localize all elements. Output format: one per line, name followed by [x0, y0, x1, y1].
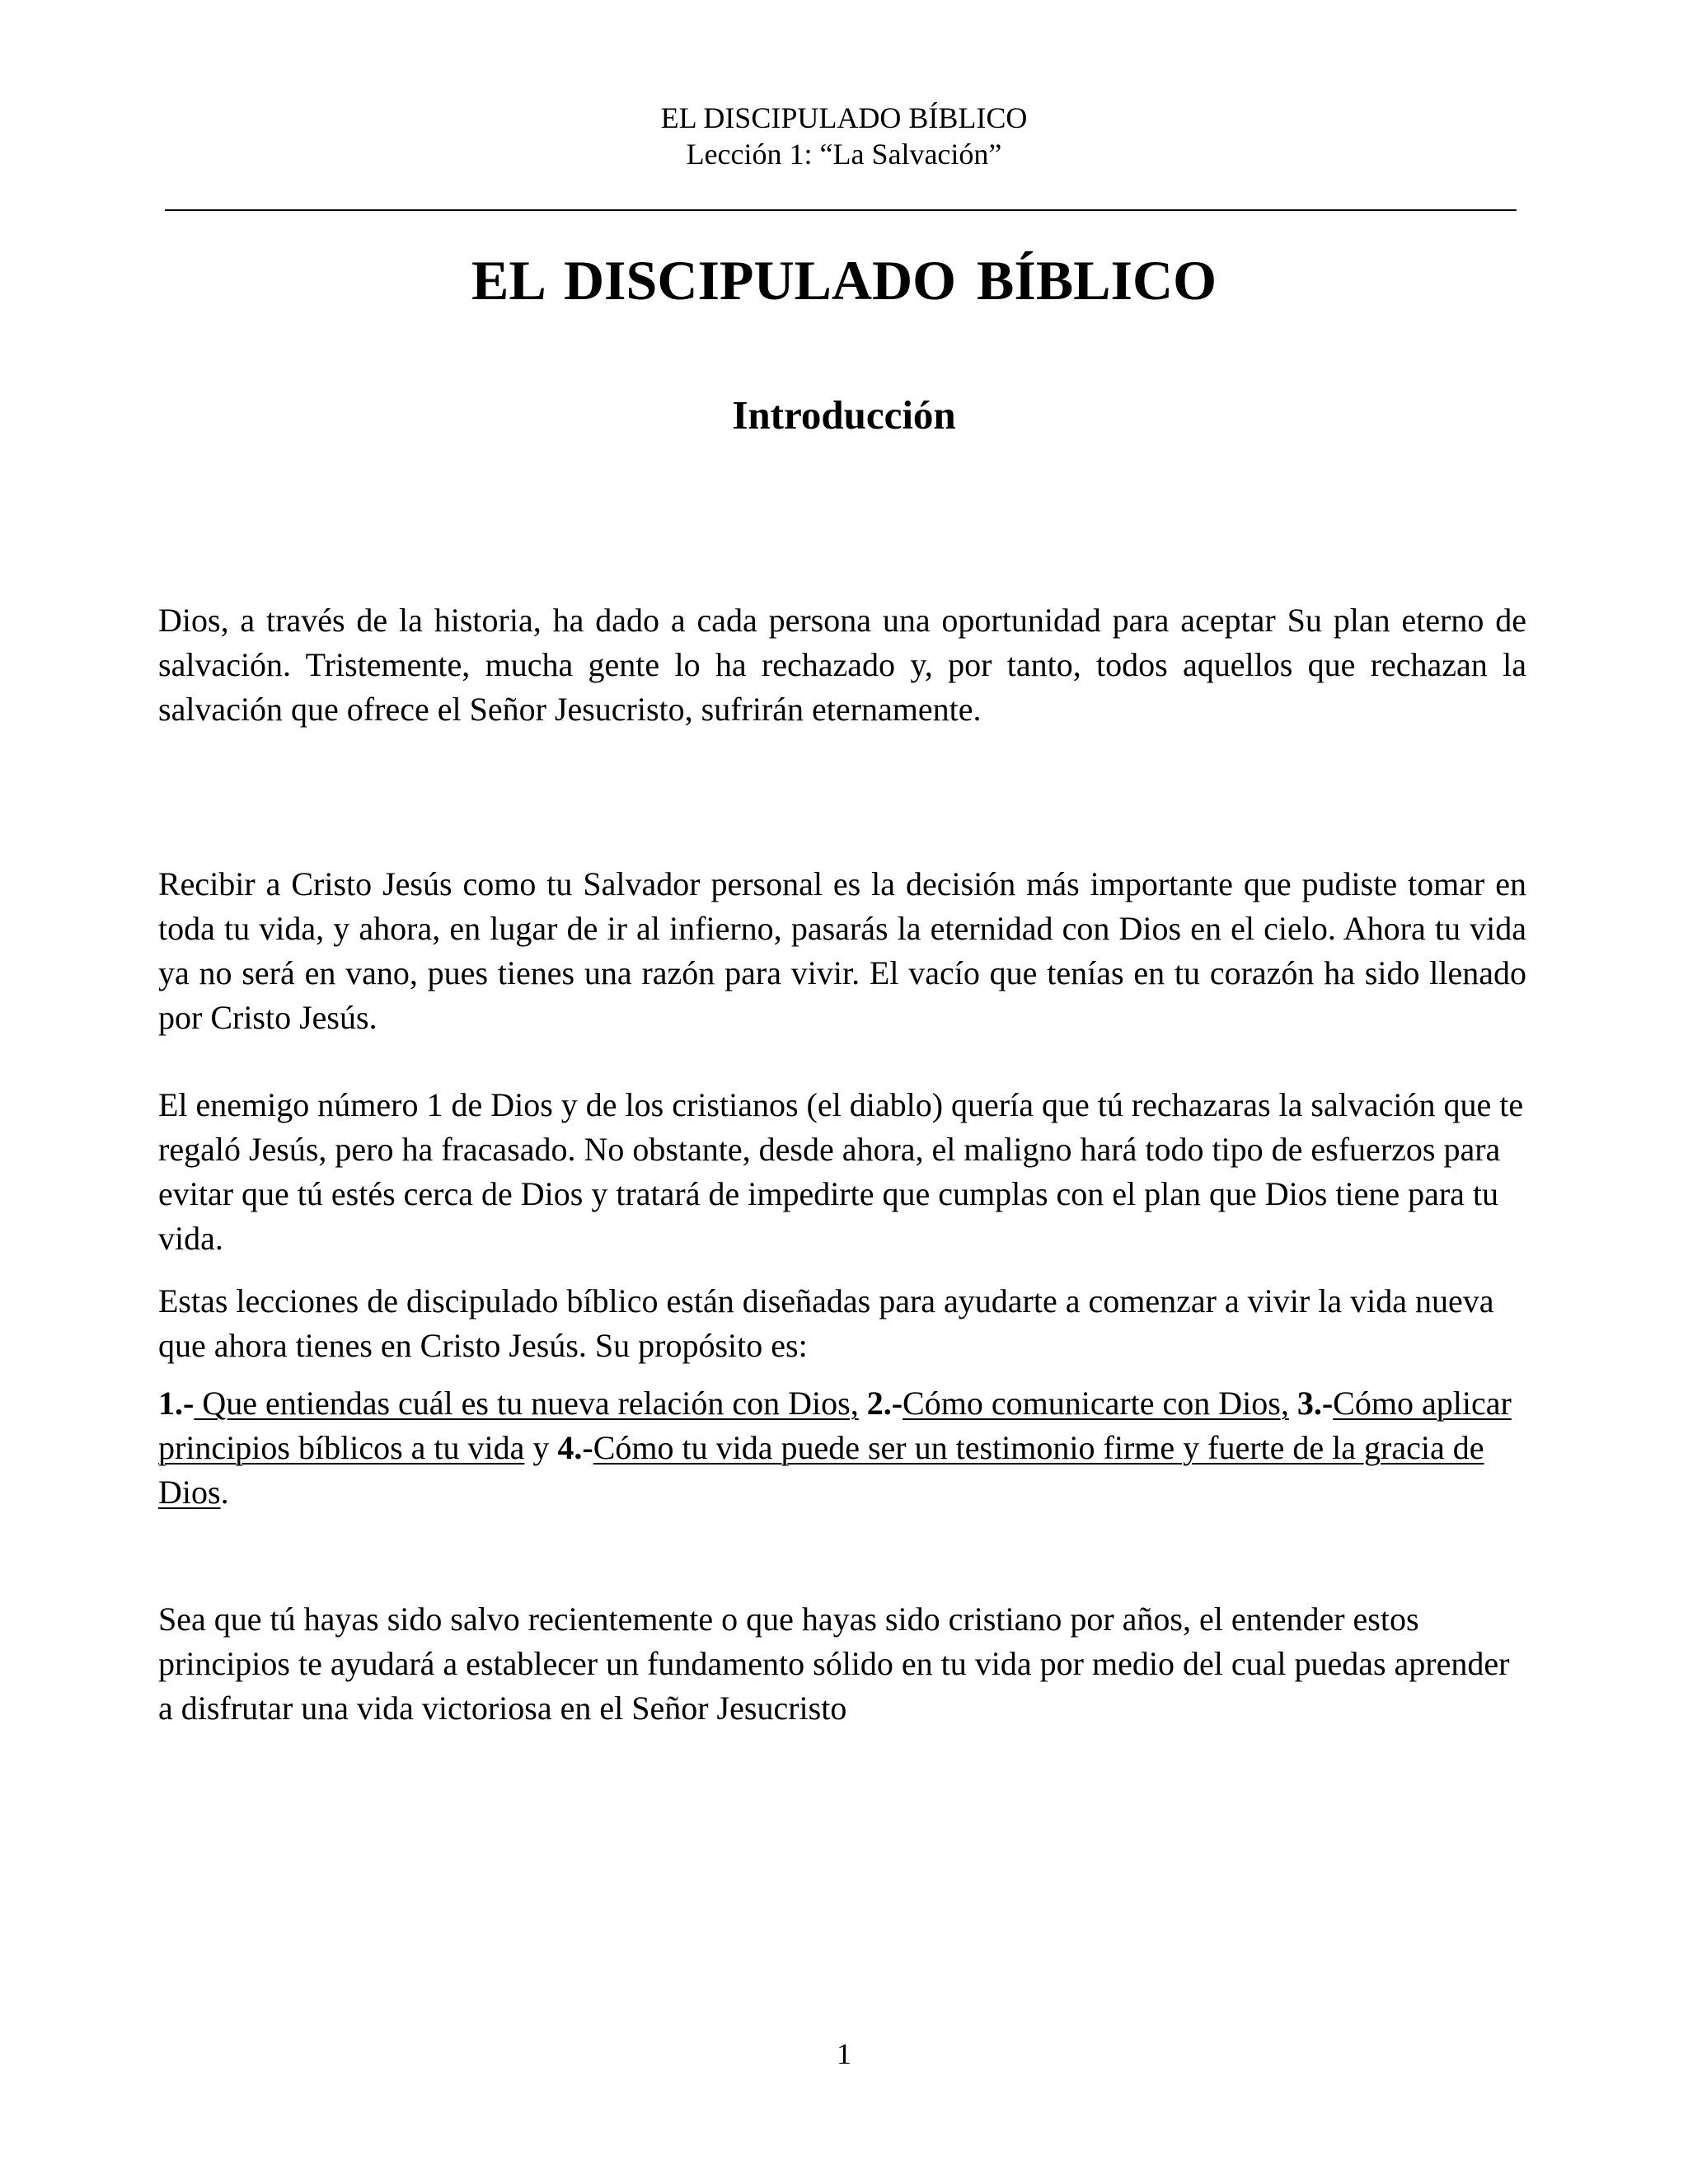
purpose-item-4: Cómo tu vida puede ser un testimonio firme y fuerte de la gracia de Dios [158, 1429, 1484, 1511]
purpose-item-3: Cómo aplicar principios bíblicos a tu vida [158, 1385, 1512, 1466]
purpose-end: . [220, 1474, 229, 1511]
header-divider [165, 209, 1517, 211]
purpose-list [158, 1381, 1526, 1515]
paragraph-closing: Sea que tú hayas sido salvo recientemente o que hayas sido cristiano por años, el entender estos principios te ayudará a establecer un fundamento sólido en tu vida por medio del cual puedas aprender a disfrutar una vida victoriosa en el Señor Jesucristo [158, 1601, 1510, 1727]
purpose-number-2: 2.- [866, 1385, 903, 1422]
paragraph-enemy: El enemigo número 1 de Dios y de los cristianos (el diablo) quería que tú rechazaras la salvación que te regaló Jesús, pero ha fracasado. No obstante, desde ahora, el maligno hará todo tipo de esfuerzos para evitar que tú estés cerca de Dios y tratará de impedirte que cumplas con el plan que Dios tiene para tu vida. [158, 1086, 1524, 1257]
purpose-item-2: Cómo comunicarte con Dios, [903, 1385, 1289, 1422]
paragraph-salvation: Recibir a Cristo Jesús como tu Salvador personal es la decisión más importante que pudiste tomar en toda tu vida, y ahora, en lugar de ir al infierno, pasarás la eternidad con Dios en el cielo. Ahora tu vida ya no será en vano, pues tienes una razón para vivir. El vacío que tenías en tu corazón ha sido llenado por Cristo Jesús. [158, 865, 1526, 1036]
running-header-title: EL DISCIPULADO BÍBLICO [660, 101, 1028, 134]
purpose-number-3: 3.- [1296, 1385, 1334, 1422]
section-title: Introducción [732, 392, 956, 438]
paragraph-purpose-intro: Estas lecciones de discipulado bíblico están diseñadas para ayudarte a comenzar a vivir la vida nueva que ahora tienes en Cristo Jesús. Su propósito es: [158, 1282, 1494, 1364]
paragraph-intro: Dios, a través de la historia, ha dado a cada persona una oportunidad para aceptar Su plan eterno de salvación. Tristemente, mucha gente lo ha rechazado y, por tanto, todos aquellos que rechazan la salvación que ofrece el Señor Jesucristo, sufrirán eternamente. [158, 602, 1526, 728]
purpose-number-4: 4.- [557, 1429, 593, 1466]
purpose-number-1: 1.- [158, 1385, 195, 1422]
purpose-item-1: Que entiendas cuál es tu nueva relación con Dios, [194, 1385, 859, 1422]
document-title: EL DISCIPULADO BÍBLICO [471, 249, 1217, 312]
page-number: 1 [837, 2037, 851, 2070]
purpose-joiner: y [524, 1429, 558, 1466]
running-header-lesson: Lección 1: “La Salvación” [686, 138, 1002, 171]
